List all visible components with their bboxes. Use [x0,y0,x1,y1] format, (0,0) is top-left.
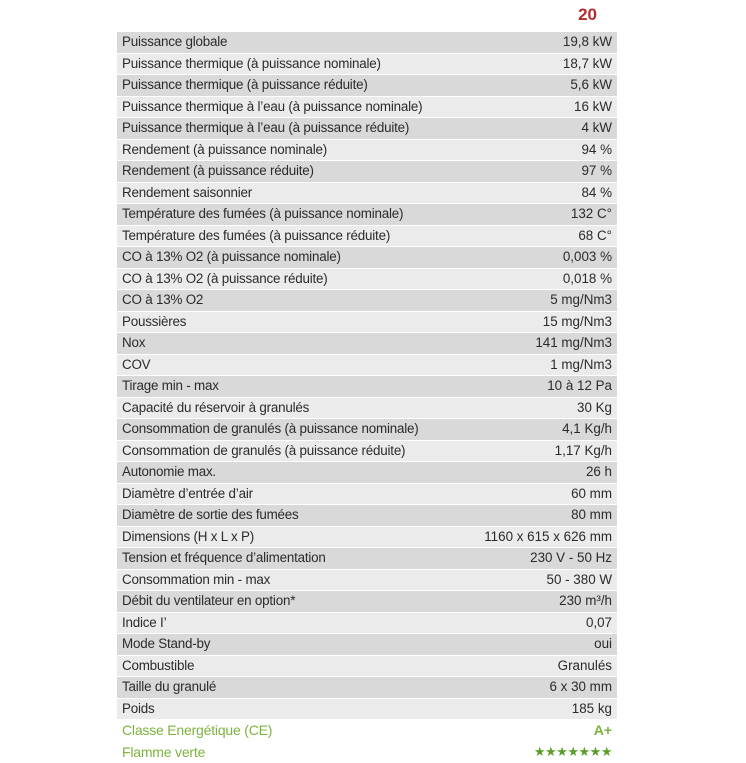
spec-label: Rendement saisonnier [117,182,467,204]
spec-value: 19,8 kW [467,32,617,53]
spec-row [117,505,617,527]
spec-label: CO à 13% O2 (à puissance nominale) [117,247,467,269]
spec-row [117,462,617,484]
spec-value: 60 mm [467,483,617,505]
rating-section [117,720,617,763]
spec-label: Mode Stand-by [117,634,467,656]
spec-label: Tirage min - max [117,376,467,398]
spec-label: Puissance globale [117,32,467,53]
spec-value: 16 kW [467,96,617,118]
spec-value: 0,07 [467,612,617,634]
spec-row [117,354,617,376]
spec-row [117,268,617,290]
spec-label: Poids [117,698,467,720]
spec-value: 15 mg/Nm3 [467,311,617,333]
spec-label: Puissance thermique à l’eau (à puissance réduite) [117,118,467,140]
spec-row [117,655,617,677]
spec-row [117,161,617,183]
spec-row [117,182,617,204]
spec-label: CO à 13% O2 [117,290,467,312]
spec-row [117,311,617,333]
flame-stars [467,741,617,763]
spec-value: 10 à 12 Pa [467,376,617,398]
spec-row [117,118,617,140]
spec-label: Autonomie max. [117,462,467,484]
energy-class-value: A+ [467,720,617,742]
spec-value: 1,17 Kg/h [467,440,617,462]
spec-row [117,677,617,699]
spec-value: 50 - 380 W [467,569,617,591]
spec-value: 132 C° [467,204,617,226]
spec-value: 230 V - 50 Hz [467,548,617,570]
spec-label: Température des fumées (à puissance réduite) [117,225,467,247]
spec-row [117,376,617,398]
spec-label: Rendement (à puissance nominale) [117,139,467,161]
spec-label: Température des fumées (à puissance nominale) [117,204,467,226]
spec-row [117,634,617,656]
spec-table [117,32,617,763]
spec-value: 5,6 kW [467,75,617,97]
spec-value: 68 C° [467,225,617,247]
spec-row [117,32,617,53]
spec-row [117,53,617,75]
spec-row [117,225,617,247]
spec-row [117,397,617,419]
spec-value: 0,003 % [467,247,617,269]
spec-row [117,419,617,441]
spec-value: 18,7 kW [467,53,617,75]
spec-row [117,333,617,355]
spec-value: 1 mg/Nm3 [467,354,617,376]
spec-label: COV [117,354,467,376]
spec-value: Granulés [467,655,617,677]
energy-class-row [117,720,617,742]
spec-value: 1160 x 615 x 626 mm [467,526,617,548]
spec-row [117,548,617,570]
spec-row [117,139,617,161]
spec-label: Capacité du réservoir à granulés [117,397,467,419]
spec-label: Combustible [117,655,467,677]
spec-label: Taille du granulé [117,677,467,699]
spec-label: Consommation de granulés (à puissance nominale) [117,419,467,441]
spec-table-body [117,32,617,720]
spec-row [117,204,617,226]
spec-row [117,526,617,548]
spec-value: 97 % [467,161,617,183]
spec-label: Diamètre de sortie des fumées [117,505,467,527]
flame-label: Flamme verte [117,741,467,763]
model-number: 20 [578,5,597,24]
energy-class-label: Classe Energétique (CE) [117,720,467,742]
spec-row [117,569,617,591]
spec-label: CO à 13% O2 (à puissance réduite) [117,268,467,290]
flame-row [117,741,617,763]
spec-label: Consommation de granulés (à puissance réduite) [117,440,467,462]
spec-label: Débit du ventilateur en option* [117,591,467,613]
spec-value: 30 Kg [467,397,617,419]
spec-row [117,483,617,505]
spec-label: Puissance thermique à l’eau (à puissance nominale) [117,96,467,118]
spec-value: 84 % [467,182,617,204]
spec-value: 26 h [467,462,617,484]
spec-row [117,75,617,97]
spec-row [117,591,617,613]
spec-value: 5 mg/Nm3 [467,290,617,312]
spec-value: oui [467,634,617,656]
spec-value: 0,018 % [467,268,617,290]
spec-value: 4 kW [467,118,617,140]
spec-label: Diamètre d’entrée d’air [117,483,467,505]
spec-value: 141 mg/Nm3 [467,333,617,355]
spec-value: 80 mm [467,505,617,527]
spec-row [117,96,617,118]
spec-value: 94 % [467,139,617,161]
spec-label: Puissance thermique (à puissance nominale) [117,53,467,75]
spec-value: 6 x 30 mm [467,677,617,699]
model-header [117,4,617,26]
spec-row [117,612,617,634]
spec-value: 185 kg [467,698,617,720]
spec-row [117,440,617,462]
spec-label: Dimensions (H x L x P) [117,526,467,548]
spec-value: 4,1 Kg/h [467,419,617,441]
spec-row [117,698,617,720]
star-rating-icon: ★★★★★★★ [533,744,612,759]
spec-row [117,247,617,269]
spec-label: Poussières [117,311,467,333]
spec-value: 230 m³/h [467,591,617,613]
spec-label: Nox [117,333,467,355]
spec-row [117,290,617,312]
spec-label: Consommation min - max [117,569,467,591]
spec-label: Rendement (à puissance réduite) [117,161,467,183]
spec-label: Indice I’ [117,612,467,634]
spec-label: Puissance thermique (à puissance réduite) [117,75,467,97]
spec-label: Tension et fréquence d’alimentation [117,548,467,570]
